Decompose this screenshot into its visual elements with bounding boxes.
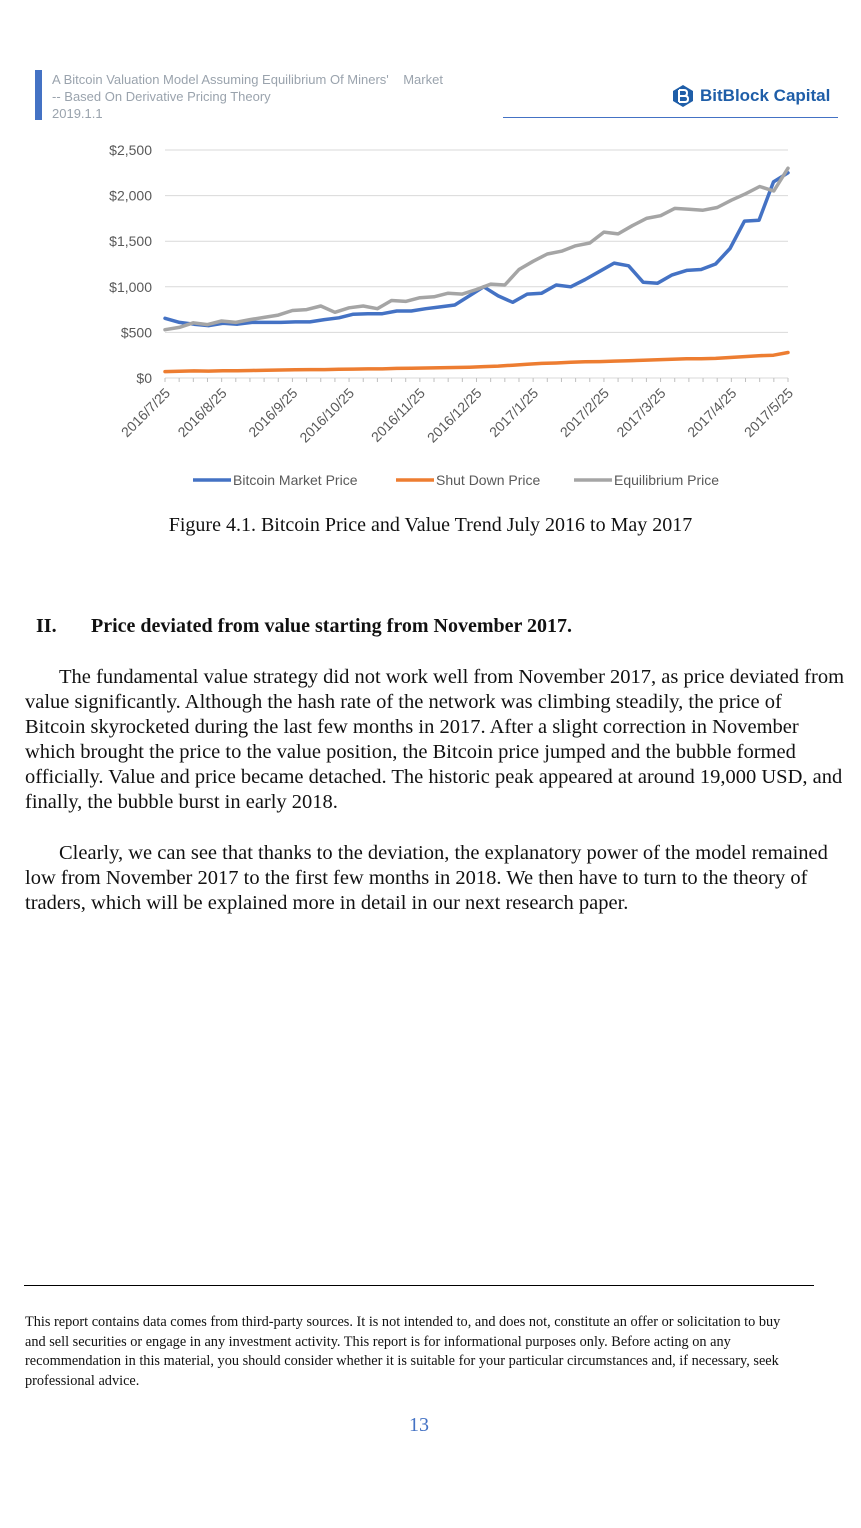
y-tick-label: $2,000 — [109, 187, 152, 204]
y-tick-label: $1,000 — [109, 278, 152, 295]
header-accent-bar — [35, 70, 42, 120]
x-tick-label: 2017/5/25 — [740, 384, 797, 441]
y-tick-label: $500 — [120, 324, 152, 341]
y-tick-label: $1,500 — [109, 233, 152, 250]
header-rule — [503, 117, 838, 118]
report-date: 2019.1.1 — [52, 106, 103, 121]
x-tick-label: 2017/4/25 — [684, 384, 740, 441]
disclaimer-footnote: This report contains data comes from third-party sources. It is not intended to, and does not, constitute an offer or solicitation to buy and sell securities or engage in any investment activity. This report is for informational purposes only. Before acting on any recommendation in this material, you should consider whether it is suitable for your particular circumstances and, if necessary, seek professional advice. — [25, 1314, 781, 1389]
body-paragraph-2: Clearly, we can see that thanks to the deviation, the explanatory power of the model remained low from November 2017 to the first few months in 2018. We then have to turn to the theory of traders, which will be explained more in detail in our next research paper. — [25, 842, 828, 914]
report-title-line-2: -- Based On Derivative Pricing Theory — [52, 89, 271, 104]
x-tick-label: 2016/7/25 — [117, 384, 174, 441]
bitblock-logo-icon — [672, 84, 694, 108]
legend-label: Shut Down Price — [436, 472, 541, 488]
x-tick-label: 2017/2/25 — [556, 384, 613, 441]
section-heading — [36, 615, 572, 638]
x-tick-label: 2017/3/25 — [613, 384, 669, 441]
series-line-equilibrium-price — [165, 168, 788, 330]
x-tick-label: 2016/11/25 — [367, 384, 428, 445]
section-number: II. — [36, 615, 57, 637]
report-title-line-1: A Bitcoin Valuation Model Assuming Equilibrium Of Miners' Market — [52, 72, 443, 87]
x-tick-label: 2016/8/25 — [174, 384, 230, 441]
x-tick-label: 2016/12/25 — [423, 384, 485, 446]
logo-text: BitBlock Capital — [700, 86, 831, 105]
report-header — [52, 71, 443, 122]
x-tick-label: 2016/10/25 — [296, 384, 358, 446]
footnote-rule — [24, 1285, 814, 1286]
company-logo — [672, 84, 830, 108]
figure-caption: Figure 4.1. Bitcoin Price and Value Trend July 2016 to May 2017 — [168, 514, 693, 536]
y-tick-label: $0 — [136, 370, 152, 386]
x-tick-label: 2017/1/25 — [485, 384, 542, 441]
body-paragraph-1: The fundamental value strategy did not work well from November 2017, as price deviated from value significantly. Although the hash rate of the network was climbing steadily, the price of Bitcoin skyrocketed during the last few months in 2017. After a slight correction in November which brought the price to the value position, the Bitcoin price jumped and the bubble formed officially. Value and price became detached. The historic peak appeared at around 19,000 USD, and finally, the bubble burst in early 2018. — [25, 666, 845, 813]
x-tick-label: 2016/9/25 — [245, 384, 301, 441]
section-title: Price deviated from value starting from November 2017. — [91, 615, 573, 637]
bitcoin-price-chart — [90, 135, 810, 505]
series-line-shut-down-price — [165, 353, 788, 372]
legend-label: Equilibrium Price — [614, 472, 720, 488]
legend-label: Bitcoin Market Price — [233, 472, 358, 488]
page-number: 13 — [409, 1414, 429, 1436]
y-tick-label: $2,500 — [109, 142, 152, 158]
